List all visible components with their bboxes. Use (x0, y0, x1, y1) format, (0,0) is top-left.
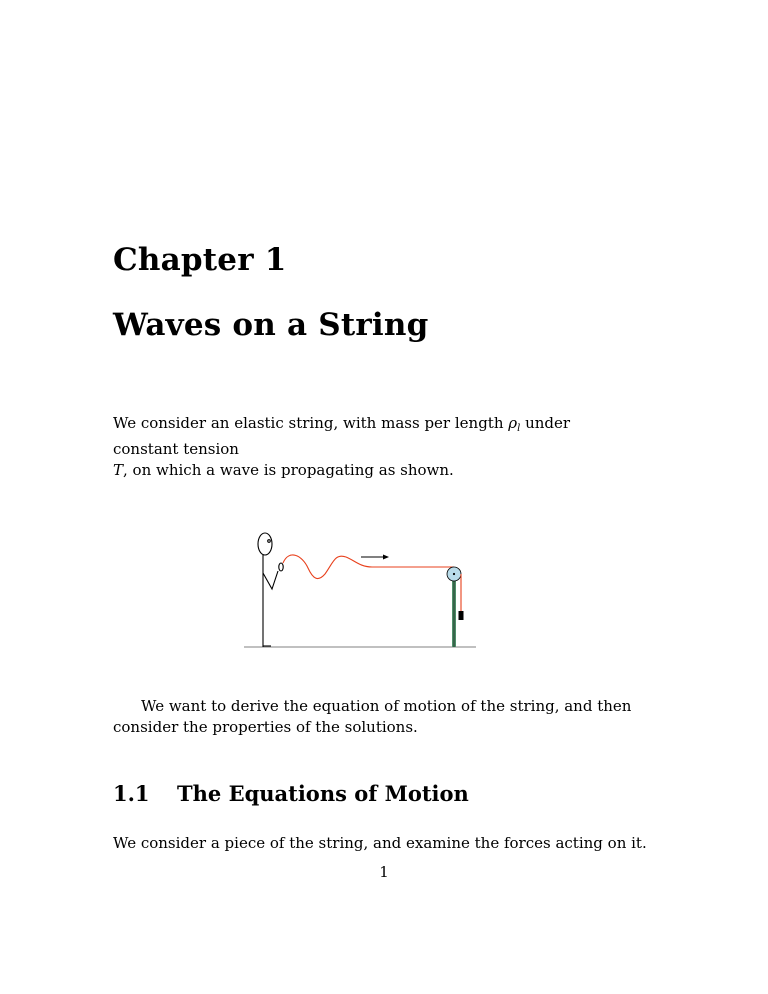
derivation-text: We want to derive the equation of motion of the string, and then consider the properties of the solutions. (113, 697, 632, 736)
intro-paragraph (113, 413, 633, 481)
figure-arm (263, 571, 278, 589)
section-heading (113, 781, 469, 806)
arrow-head-icon (383, 555, 389, 560)
figure-head (258, 533, 272, 555)
hanging-weight (459, 611, 464, 620)
stick-figure (258, 533, 283, 647)
intro-text-2: under constant tension (113, 414, 571, 458)
figure-hand (279, 563, 283, 571)
rho-subscript: l (517, 423, 521, 434)
intro-text-1: We consider an elastic string, with mass per length (113, 414, 509, 432)
chapter-label: Chapter 1 (113, 242, 287, 278)
wave-figure (240, 525, 480, 655)
string-wave (283, 555, 454, 579)
derivation-paragraph (113, 696, 633, 738)
figure-eye (268, 540, 271, 543)
chapter-title: Waves on a String (113, 307, 429, 343)
intro-text-3: , on which a wave is propagating as shown. (123, 461, 454, 479)
pulley-axle (453, 573, 455, 575)
section-paragraph: We consider a piece of the string, and examine the forces acting on it. (113, 834, 647, 852)
section-number: 1.1 (113, 781, 150, 806)
page-number: 1 (379, 863, 389, 881)
rho-symbol: ρ (508, 414, 518, 432)
tension-symbol: T (113, 461, 124, 479)
section-title: The Equations of Motion (177, 781, 469, 806)
